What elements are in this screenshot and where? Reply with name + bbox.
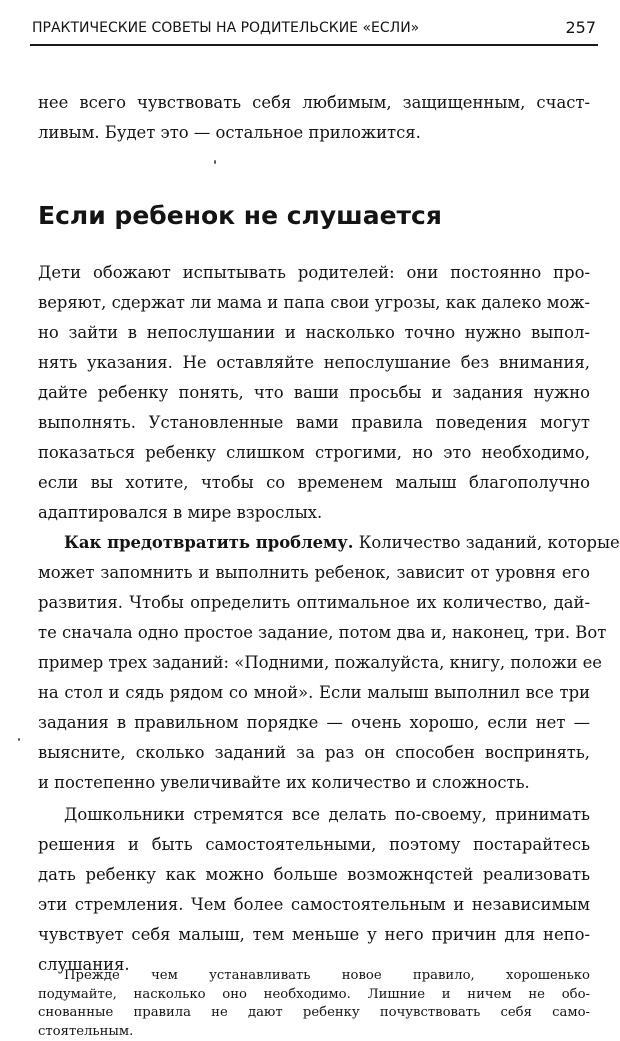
text-line: веряют, сдержат ли мама и папа свои угрозы, как далеко мож-: [38, 293, 590, 312]
running-header: [30, 18, 598, 46]
text-line: стоятельным.: [38, 1023, 134, 1039]
text-line: на стол и сядь рядом со мной». Если малыш выполнил все три: [38, 683, 590, 702]
text-line: и постепенно увеличивайте их количество и сложность.: [38, 773, 530, 792]
text-line: нее всего чувствовать себя любимым, защищенным, счаст-: [38, 93, 590, 112]
text-line: адаптировался в мире взрослых.: [38, 503, 323, 522]
text-line: выясните, сколько заданий за раз он способен воспринять,: [38, 743, 590, 762]
text-line: дайте ребенку понять, что ваши просьбы и задания нужно: [38, 383, 590, 402]
text-line: Дети обожают испытывать родителей: они постоянно про-: [38, 263, 590, 282]
text-line: выполнять. Установленные вами правила поведения могут: [38, 413, 590, 432]
running-title: ПРАКТИЧЕСКИЕ СОВЕТЫ НА РОДИТЕЛЬСКИЕ «ЕСЛИ»: [32, 20, 420, 36]
section-heading: Если ребенок не слушается: [38, 201, 442, 230]
page-number: 257: [565, 18, 596, 37]
text-line: развития. Чтобы определить оптимальное их количество, дай-: [38, 593, 590, 612]
text-line: Прежде чем устанавливать новое правило, хорошенько: [64, 968, 590, 983]
text-line: нять указания. Не оставляйте непослушание без внимания,: [38, 353, 590, 372]
text-line-lead: [64, 528, 620, 558]
text-line: но зайти в непослушании и насколько точно нужно выпол-: [38, 323, 590, 342]
text-line: если вы хотите, чтобы со временем малыш благополучно: [38, 473, 590, 492]
print-speck: [18, 738, 20, 741]
text-line: ливым. Будет это — остальное приложится.: [38, 123, 421, 142]
text-line: подумайте, насколько оно необходимо. Лишние и ничем не обо-: [38, 986, 590, 1002]
text-line: дать ребенку как можно больше возможнqстей реализовать: [38, 865, 590, 884]
text-line: задания в правильном порядке — очень хорошо, если нет —: [38, 713, 590, 732]
text-line: те сначала одно простое задание, потом два и, наконец, три. Вот: [38, 623, 607, 642]
text-line: слушания.: [38, 955, 130, 974]
text-line: показаться ребенку слишком строгими, но это необходимо,: [38, 443, 590, 462]
text-line: решения и быть самостоятельными, поэтому постарайтесь: [38, 835, 590, 854]
text-line: Дошкольники стремятся все делать по-своему, принимать: [64, 805, 590, 824]
print-speck: [214, 160, 216, 164]
text-line: эти стремления. Чем более самостоятельным и независимым: [38, 895, 590, 914]
lead-line-rest: Количество заданий, которые: [353, 533, 620, 552]
text-line: может запомнить и выполнить ребенок, зависит от уровня его: [38, 563, 590, 582]
text-line: пример трех заданий: «Подними, пожалуйста, книгу, положи ее: [38, 653, 603, 672]
text-line: снованные правила не дают ребенку почувствовать себя само-: [38, 1005, 590, 1020]
text-line: чувствует себя малыш, тем меньше у него причин для непо-: [38, 925, 590, 944]
lead-in: Как предотвратить проблему.: [64, 533, 354, 552]
